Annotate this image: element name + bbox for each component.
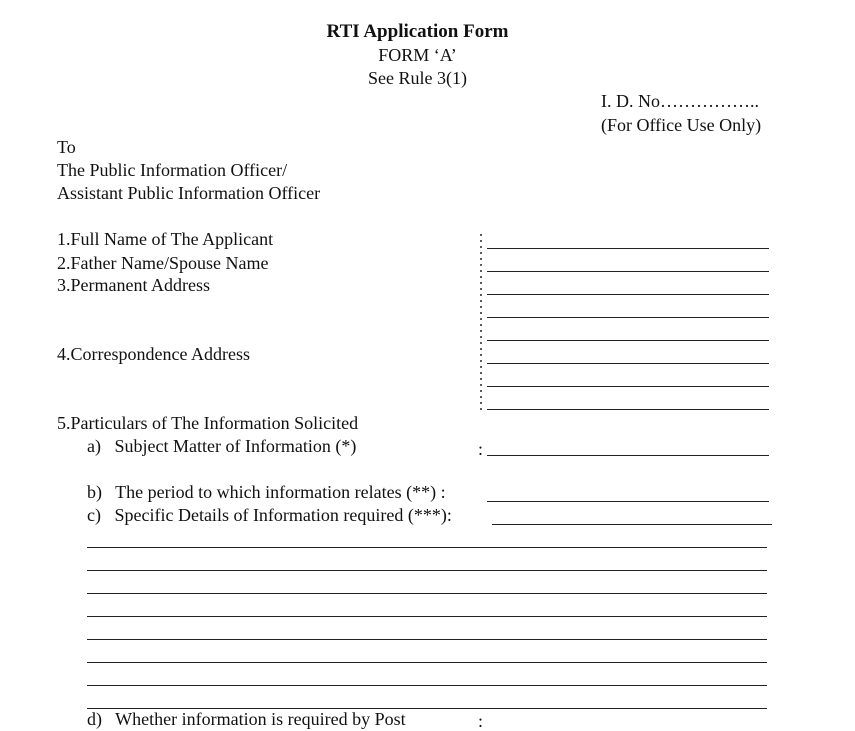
subject-matter-colon: : xyxy=(478,439,484,459)
specific-details-label: c) Specific Details of Information required (***): xyxy=(87,505,452,525)
addressee-line-2: Assistant Public Information Officer xyxy=(57,183,321,203)
details-line[interactable] xyxy=(87,685,767,686)
permanent-address-field[interactable] xyxy=(487,317,769,318)
details-line[interactable] xyxy=(87,570,767,571)
correspondence-address-field[interactable] xyxy=(487,386,769,387)
details-line[interactable] xyxy=(87,708,767,709)
full-name-field[interactable] xyxy=(487,248,769,249)
permanent-address-field[interactable] xyxy=(487,294,769,295)
details-line[interactable] xyxy=(87,662,767,663)
form-title: RTI Application Form xyxy=(326,21,509,42)
whether-post-label: d) Whether information is required by Post xyxy=(87,709,406,729)
addressee-to: To xyxy=(57,137,76,157)
details-line[interactable] xyxy=(87,639,767,640)
period-field[interactable] xyxy=(487,501,769,502)
permanent-address-label: 3.Permanent Address xyxy=(57,275,210,295)
addressee-line-1: The Public Information Officer/ xyxy=(57,160,288,180)
id-number-label: I. D. No…………….. xyxy=(601,91,759,111)
details-line[interactable] xyxy=(87,547,767,548)
full-name-label: 1.Full Name of The Applicant xyxy=(57,229,274,249)
colon-dotted-column xyxy=(480,232,482,410)
details-line[interactable] xyxy=(87,593,767,594)
permanent-address-field[interactable] xyxy=(487,340,769,341)
form-label: FORM ‘A’ xyxy=(378,45,457,65)
subject-matter-label: a) Subject Matter of Information (*) xyxy=(87,436,357,456)
father-name-label: 2.Father Name/Spouse Name xyxy=(57,253,269,273)
office-use-note: (For Office Use Only) xyxy=(601,115,762,135)
correspondence-address-field[interactable] xyxy=(487,363,769,364)
specific-details-field[interactable] xyxy=(492,524,772,525)
correspondence-address-field[interactable] xyxy=(487,409,769,410)
rule-reference: See Rule 3(1) xyxy=(368,68,467,88)
father-name-field[interactable] xyxy=(487,271,769,272)
particulars-label: 5.Particulars of The Information Solicited xyxy=(57,413,359,433)
period-label: b) The period to which information relates (**) : xyxy=(87,482,446,502)
subject-matter-field[interactable] xyxy=(487,455,769,456)
details-line[interactable] xyxy=(87,616,767,617)
whether-post-colon: : xyxy=(478,711,484,731)
correspondence-address-label: 4.Correspondence Address xyxy=(57,344,250,364)
